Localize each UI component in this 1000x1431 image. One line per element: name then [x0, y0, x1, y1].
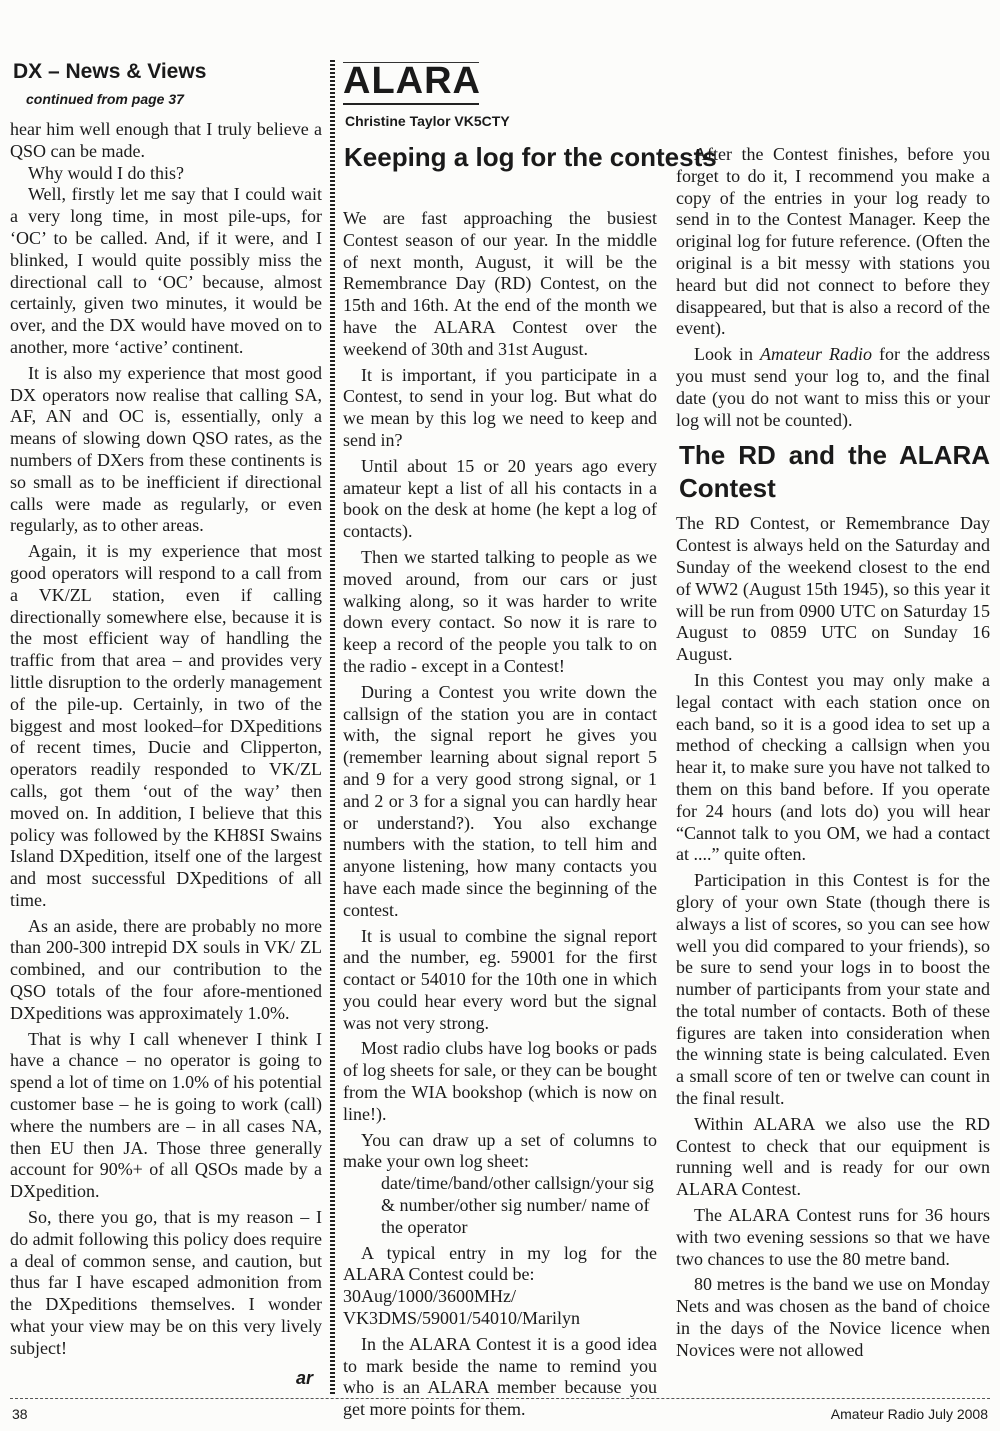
- paragraph: The ALARA Contest runs for 36 hours with two evening sessions so that we have two chances to use the 80 metre band.: [676, 1205, 990, 1269]
- paragraph: Participation in this Contest is for the glory of your own State (though there is always a list of scores, so you can see how well you did compared to your friends), so be sure to send your logs in to boost the number of participants from your state and the total number of contacts. Both of these figures are taken into consideration when the winning state is being calculated. Even a small score of ten or twelve can count in the final result.: [676, 870, 990, 1109]
- paragraph: A typical entry in my log for the ALARA Contest could be:: [343, 1242, 657, 1285]
- log-entry-line: 30Aug/1000/3600MHz/: [343, 1286, 516, 1307]
- alara-article-col3: [676, 144, 990, 1362]
- masthead-rule-bottom: [343, 103, 479, 105]
- log-columns-list: date/time/band/other callsign/your sig & number/other sig number/ name of the operator: [381, 1173, 654, 1237]
- paragraph: Within ALARA we also use the RD Contest to check that our equipment is running well and is ready for our own ALARA Contest.: [676, 1113, 990, 1200]
- paragraph: During a Contest you write down the callsign of the station you are in contact with, the signal report he gives you (remember learning about signal report 5 and 9 for a very good strong signal, or 1 and 2 or 3 for a signal you can hardly hear or understand?). You also exchange numbers with the station, to tell him and anyone listening, how many contacts you have each made since the beginning of the contest.: [343, 681, 657, 920]
- text-run: for the address you must send your log to, and the final date (you do not want to miss this or your log will not be counted).: [676, 344, 990, 430]
- paragraph: In the ALARA Contest it is a good idea to mark beside the name to remind you who is an ALARA member because you get more points for them.: [343, 1333, 657, 1420]
- paragraph: So, there you go, that is my reason – I do admit following this policy does require a deal of common sense, and caution, but thus far I have escaped admonition from the DXpeditions themselves. I wonder what your view may be on this very lively subject!: [10, 1207, 322, 1358]
- paragraph: Until about 15 or 20 years ago every amateur kept a list of all his contacts in a book on the desk at home (he kept a log of contacts).: [343, 455, 657, 542]
- section-title: DX – News & Views: [13, 60, 207, 83]
- paragraph: It is also my experience that most good DX operators now realise that calling SA, AF, AN and OC is, essentially, only a means of slowing down QSO rates, as the numbers of DXers from these continents is so small as to be inefficient if directional calls were made as regularly, or even regularly, as to other areas.: [10, 362, 322, 536]
- paragraph: After the Contest finishes, before you forget to do it, I recommend you make a copy of the entries in your log ready to send in to the Contest Manager. Keep the original log for future reference. (Often the original is a bit messy with stations you heard but did not connect to before they disappeared, but that is also a record of the event).: [676, 144, 990, 339]
- article-heading-log: Keeping a log for the contests: [344, 142, 717, 172]
- page-number: 38: [12, 1406, 28, 1422]
- paragraph: As an aside, there are probably no more than 200-300 intrepid DX souls in VK/ ZL combined, and our contribution to the QSO totals of the four afore-mentioned DXpeditions was approximately 1.0%.: [10, 915, 322, 1023]
- paragraph: 80 metres is the band we use on Monday Nets and was chosen as the band of choice in the days of the Novice licence when Novices were not allowed: [676, 1274, 990, 1360]
- publication-name: Amateur Radio: [760, 344, 873, 365]
- article-heading-rd: The RD and the ALARA Contest: [679, 440, 990, 504]
- column-divider: [330, 60, 335, 1395]
- paragraph: It is important, if you participate in a Contest, to send in your log. But what do we mean by this log we need to keep and send in?: [343, 364, 657, 450]
- paragraph: That is why I call whenever I think I have a chance – no operator is going to spend a lot of time on 1.0% of his potential customer base – he is going to work (call) where the numbers are – in all cases NA, then EU then JA. Those three generally account for 90%+ of all QSOs made by a DXpedition.: [10, 1028, 322, 1202]
- paragraph: Then we started talking to people as we moved around, from our cars or just walking along, so it was harder to write down every contact. So now it is rare to keep a record of the people you talk to on the radio - except in a Contest!: [343, 546, 657, 676]
- paragraph: It is usual to combine the signal report and the number, eg. 59001 for the first contact or 54010 for the 10th one in which you could hear every word but the signal was not very strong.: [343, 925, 657, 1033]
- continued-note: continued from page 37: [26, 91, 184, 107]
- footer-rule: [10, 1398, 990, 1399]
- paragraph: Why would I do this?: [28, 162, 184, 183]
- alara-masthead: ALARA: [343, 60, 481, 102]
- paragraph: Again, it is my experience that most good operators will respond to a call from a VK/ZL station, even if calling directionally somewhere else, because it is the most efficient way of handling the traffic from that area – and provides very little disruption to the orderly management of the pile-up. Certainly, in two of the biggest and most looked–for DXpeditions of recent times, Ducie and Clipperton, operators readily responded to VK/ZL calls, got them ‘out of the way’ then moved on. In addition, I believe that this policy was followed by the KH8SI Swains Island DXpedition, itself one of the largest and most successful DXpeditions of all time.: [10, 541, 322, 910]
- paragraph: The RD Contest, or Remembrance Day Contest is always held on the Saturday and Sunday of the weekend closest to the end of WW2 (August 15th 1945), so this year it will be run from 0900 UTC on Saturday 15 August to 0859 UTC on Sunday 16 August.: [676, 513, 990, 665]
- log-entry-line: VK3DMS/59001/54010/Marilyn: [343, 1308, 581, 1329]
- dx-article-body: [10, 119, 322, 1360]
- paragraph: [676, 344, 990, 431]
- end-mark: ar: [296, 1368, 314, 1388]
- alara-article-col2: [343, 208, 657, 1421]
- paragraph: We are fast approaching the busiest Contest season of our year. In the middle of next month, August, it will be the Remembrance Day (RD) Contest, on the 15th and 16th. At the end of the month we have the ALARA Contest over the weekend of 30th and 31st August.: [343, 208, 657, 359]
- text-run: Look in: [694, 344, 761, 365]
- paragraph: hear him well enough that I truly believe a QSO can be made.: [10, 119, 322, 161]
- publication-footer: Amateur Radio July 2008: [830, 1406, 988, 1422]
- paragraph: Well, firstly let me say that I could wait a very long time, in most pile-ups, for ‘OC’ to be called. And, if it were, and I blinked, I would quite possibly miss the directional call to ‘OC’ because, almost certainly, given two minutes, it would be over, and the DX would have moved on to another, more ‘active’ continent.: [10, 184, 322, 357]
- author-byline: Christine Taylor VK5CTY: [345, 113, 510, 129]
- paragraph: Most radio clubs have log books or pads of log sheets for sale, or they can be bought from the WIA bookshop (which is now on line!).: [343, 1038, 657, 1124]
- paragraph: You can draw up a set of columns to make your own log sheet:: [343, 1129, 657, 1172]
- paragraph: In this Contest you may only make a legal contact with each station once on each band, so it is a good idea to set up a method of checking a callsign when you hear it, to make sure you have not talked to them on this band before. If you operate for 24 hours (and lots do) you will hear “Cannot talk to you OM, we had a contact at ....” quite often.: [676, 669, 990, 865]
